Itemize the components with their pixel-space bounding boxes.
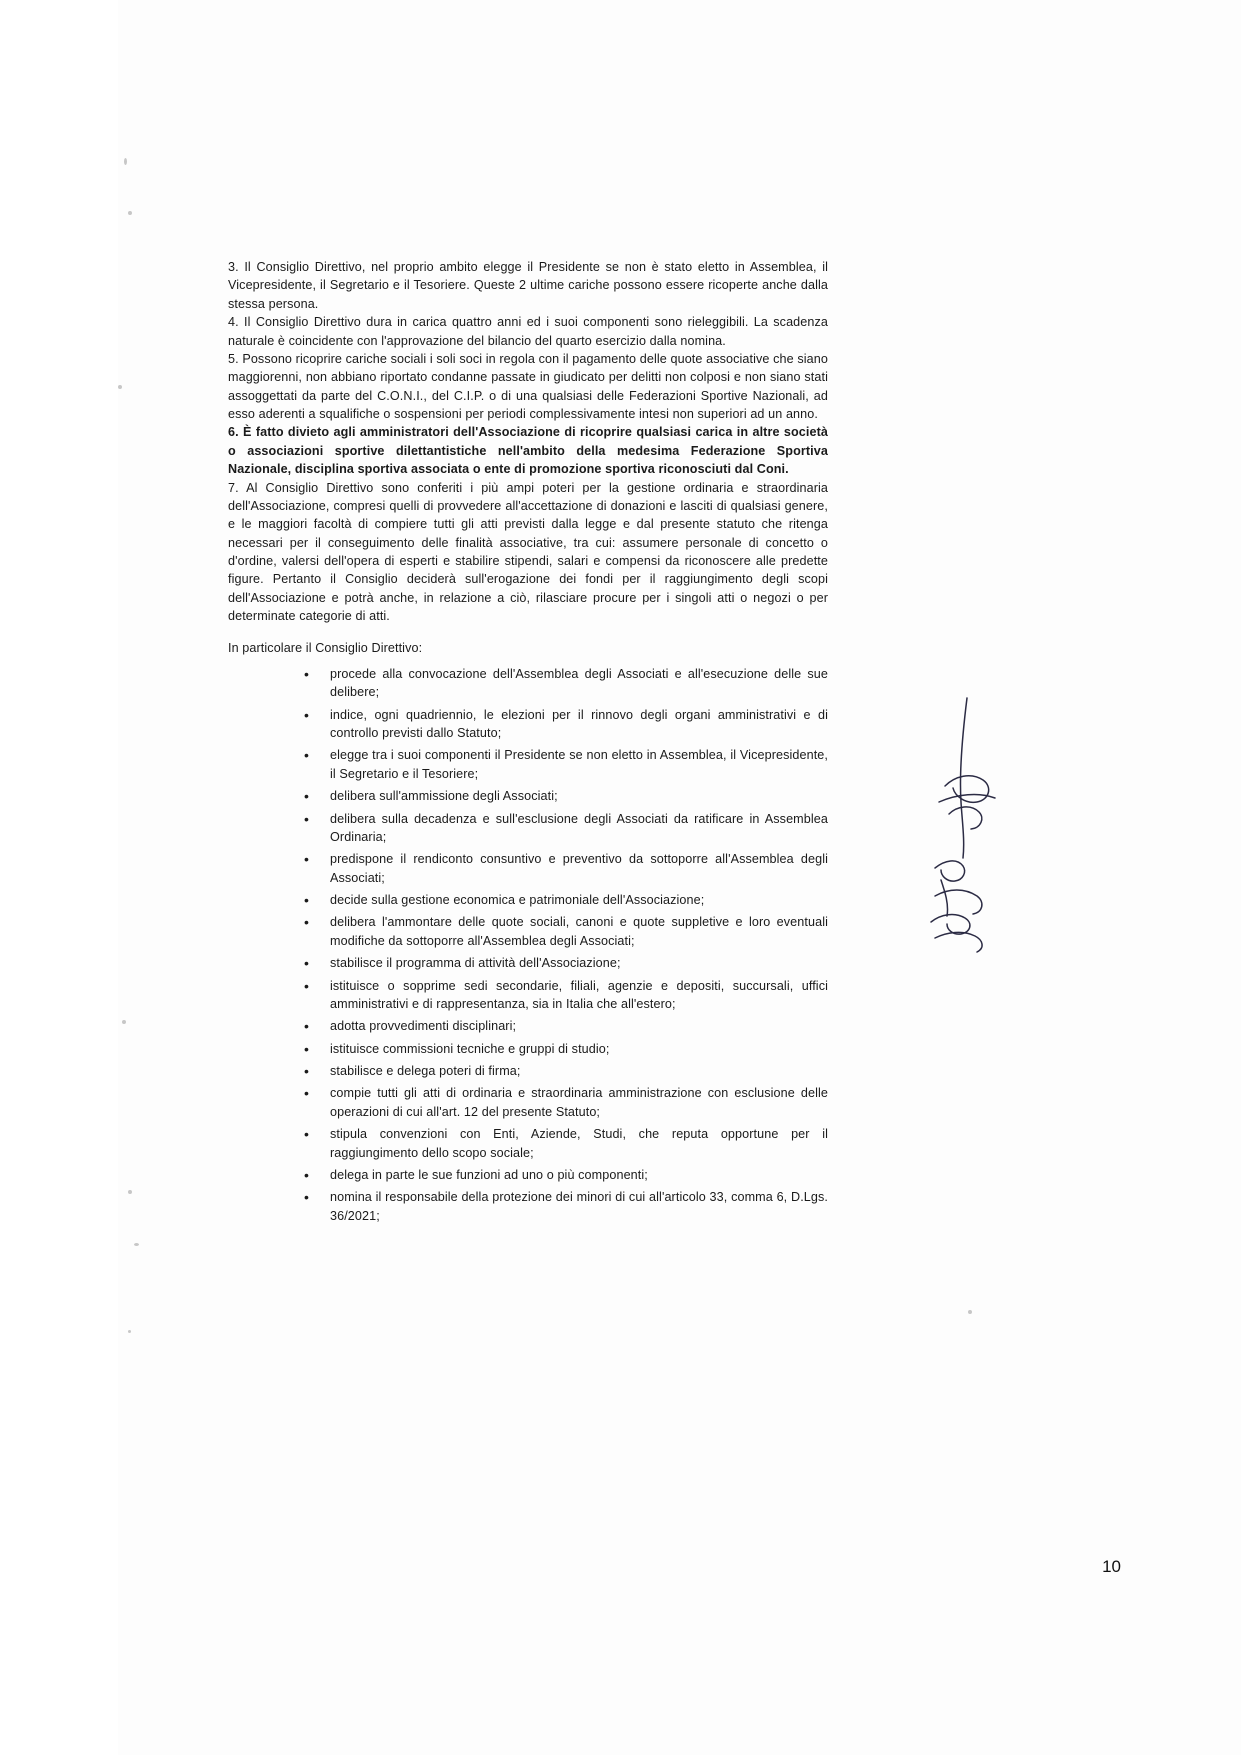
list-item	[300, 850, 828, 887]
list-item-text: istituisce o sopprime sedi secondarie, filiali, agenzie e depositi, succursali, uffici amministrativi e di rappresentanza, sia in Italia che all'estero;	[330, 978, 828, 1011]
scan-speck	[128, 211, 132, 215]
list-item	[300, 977, 828, 1014]
list-item-text: elegge tra i suoi componenti il Presidente se non eletto in Assemblea, il Vicepresidente, il Segretario e il Tesoriere;	[330, 748, 828, 781]
list-item	[300, 1017, 828, 1035]
paragraph-6: 6. È fatto divieto agli amministratori dell'Associazione di ricoprire qualsiasi carica in altre società o associazioni sportive dilettantistiche nell'ambito della medesima Federazione Sportiva Nazionale, disciplina sportiva associata o ente di promozione sportiva riconosciuti dal Coni.	[228, 425, 828, 477]
bullet-icon: •	[304, 1126, 310, 1143]
list-item-text: procede alla convocazione dell'Assemblea degli Associati e all'esecuzione delle sue delibere;	[330, 666, 828, 700]
document-body	[228, 258, 828, 1229]
scan-speck	[122, 1020, 126, 1024]
list-item-text: delibera l'ammontare delle quote sociali, canoni e quote suppletive e loro eventuali modifiche da sottoporre all'Assemblea degli Associati;	[330, 915, 828, 948]
paragraph-5: 5. Possono ricoprire cariche sociali i soli soci in regola con il pagamento delle quote associative che siano maggiorenni, non abbiano riportato condanne passate in giudicato per delitti non colposi e non siano stati assoggettati da parte del C.O.N.I., del C.I.P. o di una qualsiasi delle Federazioni Sportive Nazionali, ad esso aderenti a squalifiche o sospensioni per periodi complessivamente intesi non superiori ad un anno.	[228, 351, 828, 421]
bullet-icon: •	[304, 851, 310, 868]
bullet-icon: •	[304, 747, 310, 764]
scan-margin	[0, 0, 118, 1755]
list-item	[300, 913, 828, 950]
list-item	[300, 1062, 828, 1080]
bullet-icon: •	[304, 1063, 310, 1079]
list-item-text: compie tutti gli atti di ordinaria e straordinaria amministrazione con esclusione delle operazioni di cui all'art. 12 del presente Statuto;	[330, 1086, 828, 1119]
scan-speck	[128, 1190, 132, 1194]
scan-speck	[124, 158, 127, 165]
list-item-text: delibera sull'ammissione degli Associati;	[330, 789, 558, 804]
list-item-text: delibera sulla decadenza e sull'esclusione degli Associati da ratificare in Assemblea Ordinaria;	[330, 811, 828, 844]
list-item-text: predispone il rendiconto consuntivo e preventivo da sottoporre all'Assemblea degli Associati;	[330, 852, 828, 885]
list-item	[300, 665, 828, 702]
list-item-text: decide sulla gestione economica e patrimoniale dell'Associazione;	[330, 893, 705, 907]
paragraph-3: 3. Il Consiglio Direttivo, nel proprio ambito elegge il Presidente se non è stato eletto in Assemblea, il Vicepresidente, il Segretario e il Tesoriere. Queste 2 ultime cariche possono essere ricoperte anche dalla stessa persona.	[228, 260, 828, 311]
list-item-text: indice, ogni quadriennio, le elezioni per il rinnovo degli organi amministrativi e di controllo previsti dallo Statuto;	[330, 707, 828, 740]
scan-speck	[134, 1243, 139, 1246]
list-item-text: stabilisce e delega poteri di firma;	[330, 1064, 521, 1078]
bullet-icon: •	[304, 1166, 310, 1183]
bullet-icon: •	[304, 955, 310, 972]
page-number: 10	[1102, 1557, 1121, 1576]
bullet-icon: •	[304, 1040, 310, 1057]
list-intro: In particolare il Consiglio Direttivo:	[228, 640, 423, 655]
bullet-icon: •	[304, 665, 310, 682]
list-item-text: stabilisce il programma di attività dell'Associazione;	[330, 956, 621, 971]
list-item	[300, 787, 828, 805]
list-item-text: stipula convenzioni con Enti, Aziende, Studi, che reputa opportune per il raggiungimento dello scopo sociale;	[330, 1127, 828, 1160]
bullet-icon: •	[304, 810, 310, 827]
list-item	[300, 1125, 828, 1162]
list-item	[300, 1166, 828, 1184]
scan-speck	[118, 385, 122, 389]
list-item-text: adotta provvedimenti disciplinari;	[330, 1019, 517, 1034]
list-item	[300, 810, 828, 847]
handwritten-signature	[905, 690, 1035, 970]
bullet-icon: •	[304, 892, 310, 908]
bullet-icon: •	[304, 706, 310, 723]
bullet-icon: •	[304, 914, 310, 931]
list-item	[300, 1084, 828, 1121]
list-item	[300, 706, 828, 743]
bullet-icon: •	[304, 788, 310, 805]
list-item-text: istituisce commissioni tecniche e gruppi di studio;	[330, 1041, 610, 1056]
paragraph-4: 4. Il Consiglio Direttivo dura in carica quattro anni ed i suoi componenti sono rieleggibili. La scadenza naturale è coincidente con l'approvazione del bilancio del quarto esercizio dalla nomina.	[228, 315, 828, 348]
list-item	[300, 891, 828, 909]
scan-speck	[128, 1330, 131, 1333]
list-item	[300, 746, 828, 783]
list-item-text: nomina il responsabile della protezione dei minori di cui all'articolo 33, comma 6, D.Lgs. 36/2021;	[330, 1190, 828, 1223]
list-item-text: delega in parte le sue funzioni ad uno o più componenti;	[330, 1167, 648, 1182]
bullet-icon: •	[304, 1018, 310, 1035]
scan-speck	[968, 1310, 972, 1314]
list-item	[300, 954, 828, 972]
list-item	[300, 1040, 828, 1058]
paragraph-7: 7. Al Consiglio Direttivo sono conferiti i più ampi poteri per la gestione ordinaria e straordinaria dell'Associazione, compresi quelli di provvedere all'accettazione di donazioni e lasciti di qualsiasi genere, e le maggiori facoltà di compiere tutti gli atti previsti dalla legge e dal presente statuto che ritenga necessari per il conseguimento delle finalità associative, tra cui: assumere personale di concetto o d'ordine, valersi dell'opera di esperti e stabilire stipendi, salari e compensi da riconoscere alle predette figure. Pertanto il Consiglio deciderà sull'erogazione dei fondi per il raggiungimento degli scopi dell'Associazione e potrà anche, in relazione a ciò, rilasciare procure per i singoli atti o negozi o per determinate categorie di atti.	[228, 480, 828, 624]
list-item	[300, 1188, 828, 1225]
bullet-icon: •	[304, 1189, 310, 1206]
bullet-icon: •	[304, 1085, 310, 1102]
bullet-icon: •	[304, 977, 310, 994]
powers-list	[228, 665, 828, 1225]
